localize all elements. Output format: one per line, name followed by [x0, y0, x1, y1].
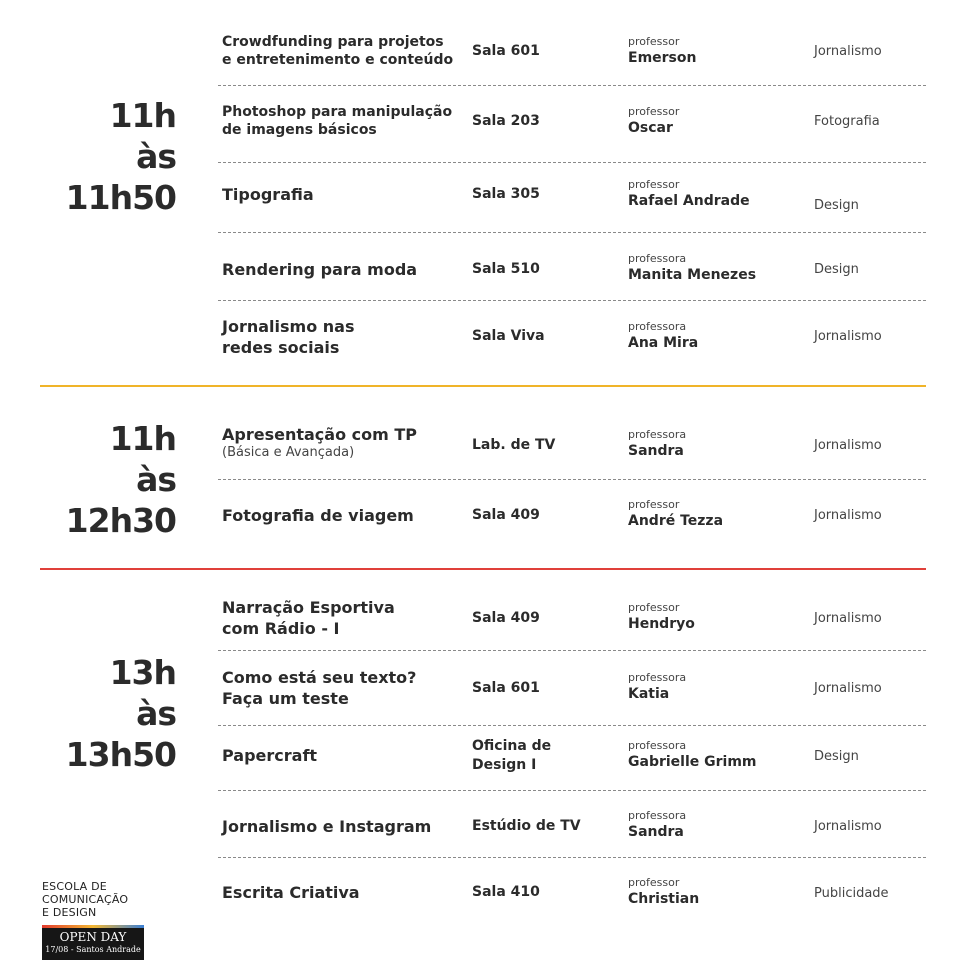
session-instructor [628, 876, 808, 908]
row-divider [218, 162, 926, 163]
session-instructor [628, 498, 808, 530]
session-department: Design [814, 749, 859, 764]
session-room: Sala 601 [472, 43, 540, 59]
instructor-name: Oscar [628, 120, 673, 136]
session-instructor [628, 809, 808, 841]
session-instructor [628, 601, 808, 633]
session-instructor [628, 739, 808, 771]
instructor-role: professora [628, 320, 687, 333]
instructor-name: Sandra [628, 824, 684, 840]
instructor-name: Manita Menezes [628, 267, 757, 283]
row-divider [218, 725, 926, 726]
session-instructor [628, 105, 808, 137]
session-instructor [628, 178, 808, 210]
instructor-name: Rafael Andrade [628, 193, 750, 209]
session-department: Jornalismo [814, 611, 882, 626]
instructor-role: professor [628, 876, 680, 889]
row-divider [218, 857, 926, 858]
session-room: Sala 410 [472, 884, 540, 900]
instructor-name: Ana Mira [628, 335, 699, 351]
session-title: Crowdfunding para projetos e entretenimento e conteúdo [222, 34, 454, 68]
session-department: Publicidade [814, 886, 889, 901]
instructor-role: professora [628, 428, 687, 441]
session-department: Jornalismo [814, 508, 882, 523]
instructor-role: professor [628, 601, 680, 614]
instructor-name: Christian [628, 891, 700, 907]
session-department: Jornalismo [814, 329, 882, 344]
session-department: Jornalismo [814, 681, 882, 696]
session-subtitle: (Básica e Avançada) [222, 445, 355, 460]
session-department: Design [814, 262, 859, 277]
time-start: 11h [109, 96, 176, 135]
session-department: Jornalismo [814, 438, 882, 453]
session-instructor [628, 320, 808, 352]
session-title: Photoshop para manipulação de imagens básicos [222, 104, 453, 138]
time-block-1 [66, 95, 176, 218]
session-title: Escrita Criativa [222, 883, 360, 902]
instructor-name: André Tezza [628, 513, 724, 529]
row-divider [218, 232, 926, 233]
row-divider [218, 300, 926, 301]
time-block-2 [66, 418, 176, 541]
session-title: Tipografia [222, 185, 314, 204]
row-divider [218, 790, 926, 791]
session-instructor [628, 428, 808, 460]
time-block-3 [66, 652, 176, 775]
time-connector: às [136, 460, 176, 499]
session-department: Fotografia [814, 114, 880, 129]
session-room: Estúdio de TV [472, 818, 581, 834]
time-end: 13h50 [65, 735, 176, 774]
time-start: 11h [109, 419, 176, 458]
session-instructor [628, 35, 808, 67]
session-title: Fotografia de viagem [222, 506, 414, 525]
time-start: 13h [109, 653, 176, 692]
row-divider [218, 479, 926, 480]
time-end: 12h30 [65, 501, 176, 540]
school-logo-text: ESCOLA DE COMUNICAÇÃO E DESIGN [42, 880, 129, 919]
row-divider [218, 650, 926, 651]
instructor-role: professor [628, 498, 680, 511]
session-title: Apresentação com TP (Básica e Avançada) [222, 424, 462, 461]
time-connector: às [136, 694, 176, 733]
session-instructor [628, 671, 808, 703]
instructor-role: professora [628, 739, 687, 752]
instructor-role: professor [628, 35, 680, 48]
block-separator [40, 385, 926, 387]
session-department: Jornalismo [814, 44, 882, 59]
instructor-name: Emerson [628, 50, 697, 66]
instructor-role: professor [628, 178, 680, 191]
instructor-role: professor [628, 105, 680, 118]
session-title: Rendering para moda [222, 260, 418, 279]
session-room: Sala 409 [472, 507, 540, 523]
row-divider [218, 85, 926, 86]
time-connector: às [136, 137, 176, 176]
badge-title: OPEN DAY [59, 930, 127, 944]
instructor-name: Katia [628, 686, 670, 702]
instructor-role: professora [628, 671, 687, 684]
session-title: Jornalismo nas redes sociais [222, 317, 355, 357]
session-instructor [628, 252, 808, 284]
session-department: Jornalismo [814, 819, 882, 834]
open-day-badge [42, 925, 144, 960]
session-room: Sala 409 [472, 610, 540, 626]
session-title: Como está seu texto? Faça um teste [222, 668, 417, 708]
badge-color-stripe [42, 925, 144, 928]
session-room: Sala 203 [472, 113, 540, 129]
session-room: Sala 510 [472, 261, 540, 277]
session-room: Sala 601 [472, 680, 540, 696]
session-room: Lab. de TV [472, 437, 556, 453]
badge-subtitle: 17/08 - Santos Andrade [45, 945, 141, 954]
session-title: Jornalismo e Instagram [222, 817, 432, 836]
session-title: Papercraft [222, 746, 318, 765]
time-end: 11h50 [65, 178, 176, 217]
session-room: Sala 305 [472, 186, 540, 202]
instructor-name: Gabrielle Grimm [628, 754, 757, 770]
instructor-role: professora [628, 252, 687, 265]
session-room: Sala Viva [472, 328, 545, 344]
instructor-name: Sandra [628, 443, 684, 459]
block-separator [40, 568, 926, 570]
instructor-name: Hendryo [628, 616, 695, 632]
instructor-role: professora [628, 809, 687, 822]
session-room: Oficina de Design I [472, 738, 552, 773]
session-department: Design [814, 198, 859, 213]
session-title: Narração Esportiva com Rádio - I [222, 598, 395, 638]
